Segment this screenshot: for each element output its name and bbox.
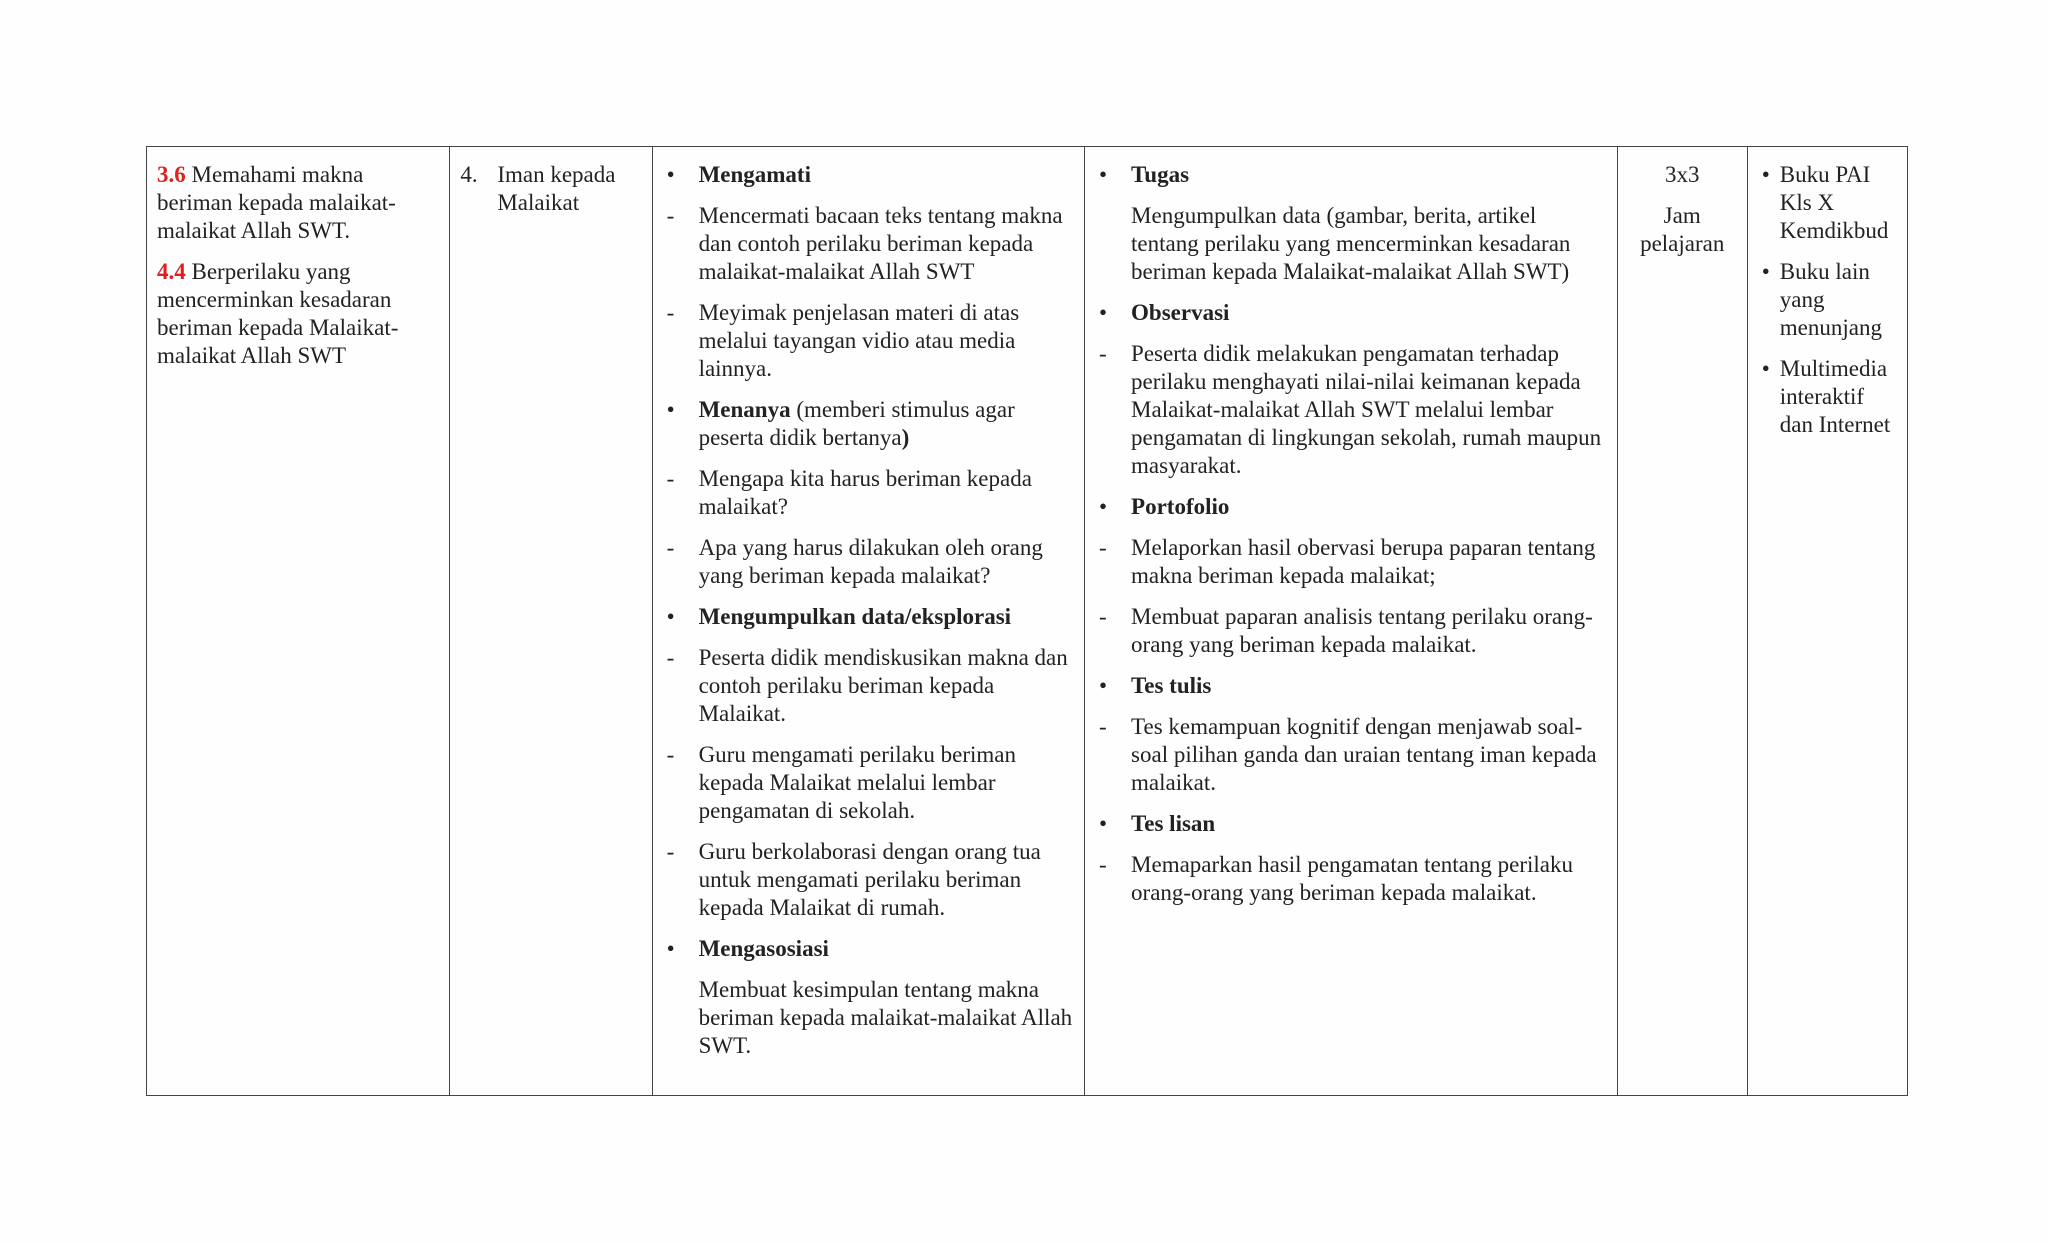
sumber-belajar-cell xyxy=(1747,147,1907,1096)
bullet: • xyxy=(1099,494,1108,519)
bullet: • xyxy=(666,397,675,422)
section-heading-mengumpulkan: • Mengumpulkan data/eksplorasi xyxy=(663,603,1074,631)
list-item: - Tes kemampuan kognitif dengan menjawab soal-soal pilihan ganda dan uraian tentang iman kepada malaikat. xyxy=(1095,713,1607,797)
dash: - xyxy=(666,300,675,325)
kompetensi-dasar-cell xyxy=(147,147,450,1096)
section-heading-portofolio: • Portofolio xyxy=(1095,493,1607,521)
kompetensi-code: 3.6 xyxy=(157,162,186,187)
dash: - xyxy=(666,742,675,767)
materi-number: 4. xyxy=(460,162,478,187)
kompetensi-item xyxy=(157,161,439,245)
table-row xyxy=(147,147,1908,1096)
list-item: - Melaporkan hasil obervasi berupa paparan tentang makna beriman kepada malaikat; xyxy=(1095,534,1607,590)
bullet: • xyxy=(666,936,675,961)
list-item: - Meyimak penjelasan materi di atas melalui tayangan vidio atau media lainnya. xyxy=(663,299,1074,383)
dash: - xyxy=(1099,714,1107,739)
bullet: • xyxy=(1761,259,1770,284)
list-item: - Guru mengamati perilaku beriman kepada Malaikat melalui lembar pengamatan di sekolah. xyxy=(663,741,1074,825)
penilaian-cell xyxy=(1085,147,1618,1096)
bullet: • xyxy=(1099,300,1108,325)
bullet: • xyxy=(1761,162,1770,187)
section-heading-observasi: • Observasi xyxy=(1095,299,1607,327)
dash: - xyxy=(666,645,675,670)
bullet: • xyxy=(1099,811,1108,836)
bullet: • xyxy=(666,162,675,187)
pembelajaran-cell xyxy=(652,147,1084,1096)
paragraph: Mengumpulkan data (gambar, berita, artikel tentang perilaku yang mencerminkan kesadaran beriman kepada Malaikat-malaikat Allah SWT) xyxy=(1131,203,1571,284)
list-item: - Mengapa kita harus beriman kepada malaikat? xyxy=(663,465,1074,521)
dash: - xyxy=(1099,852,1107,877)
dash: - xyxy=(666,203,675,228)
section-heading-tes-lisan: • Tes lisan xyxy=(1095,810,1607,838)
dash: - xyxy=(666,535,675,560)
dash: - xyxy=(666,466,675,491)
section-heading-menanya: • Menanya (memberi stimulus agar peserta didik bertanya) xyxy=(663,396,1074,452)
source-item: • Buku PAI Kls X Kemdikbud xyxy=(1761,162,1889,243)
bullet: • xyxy=(1761,356,1770,381)
materi-text: Iman kepada Malaikat xyxy=(497,162,616,215)
section-heading-tes-tulis: • Tes tulis xyxy=(1095,672,1607,700)
section-heading-mengasosiasi: • Mengasosiasi xyxy=(663,935,1074,963)
list-item: - Apa yang harus dilakukan oleh orang yang beriman kepada malaikat? xyxy=(663,534,1074,590)
alokasi-waktu-cell xyxy=(1617,147,1747,1096)
list-item: - Peserta didik mendiskusikan makna dan contoh perilaku beriman kepada Malaikat. xyxy=(663,644,1074,728)
bullet: • xyxy=(666,604,675,629)
kompetensi-text: Memahami makna beriman kepada malaikat-malaikat Allah SWT. xyxy=(157,162,396,243)
dash: - xyxy=(666,839,675,864)
bullet: • xyxy=(1099,673,1108,698)
source-item: • Multimedia interaktif dan Internet xyxy=(1761,356,1891,437)
time-value: 3x3 xyxy=(1664,162,1700,187)
list-item: - Guru berkolaborasi dengan orang tua untuk mengamati perilaku beriman kepada Malaikat di rumah. xyxy=(663,838,1074,922)
dash: - xyxy=(1099,341,1107,366)
materi-item xyxy=(460,161,641,217)
list-item: - Mencermati bacaan teks tentang makna dan contoh perilaku beriman kepada malaikat-malaikat Allah SWT xyxy=(663,202,1074,286)
section-heading-mengamati: • Mengamati xyxy=(663,161,1074,189)
kompetensi-code: 4.4 xyxy=(157,259,186,284)
dash: - xyxy=(1099,604,1107,629)
source-item: • Buku lain yang menunjang xyxy=(1761,259,1882,340)
paragraph: Membuat kesimpulan tentang makna beriman kepada malaikat-malaikat Allah SWT. xyxy=(698,977,1073,1058)
bullet: • xyxy=(1099,162,1108,187)
list-item: - Memaparkan hasil pengamatan tentang perilaku orang-orang yang beriman kepada malaikat. xyxy=(1095,851,1607,907)
syllabus-table xyxy=(146,146,1908,1096)
kompetensi-text: Berperilaku yang mencerminkan kesadaran beriman kepada Malaikat-malaikat Allah SWT xyxy=(157,259,399,368)
kompetensi-item xyxy=(157,258,439,370)
time-unit: Jam pelajaran xyxy=(1640,203,1725,256)
dash: - xyxy=(1099,535,1107,560)
materi-pokok-cell xyxy=(450,147,652,1096)
list-item: - Membuat paparan analisis tentang perilaku orang-orang yang beriman kepada malaikat. xyxy=(1095,603,1607,659)
list-item: - Peserta didik melakukan pengamatan terhadap perilaku menghayati nilai-nilai keimanan kepada Malaikat-malaikat Allah SWT melalui lembar pengamatan di lingkungan sekolah, rumah maupun masyarakat. xyxy=(1095,340,1607,480)
section-heading-tugas: • Tugas xyxy=(1095,161,1607,189)
